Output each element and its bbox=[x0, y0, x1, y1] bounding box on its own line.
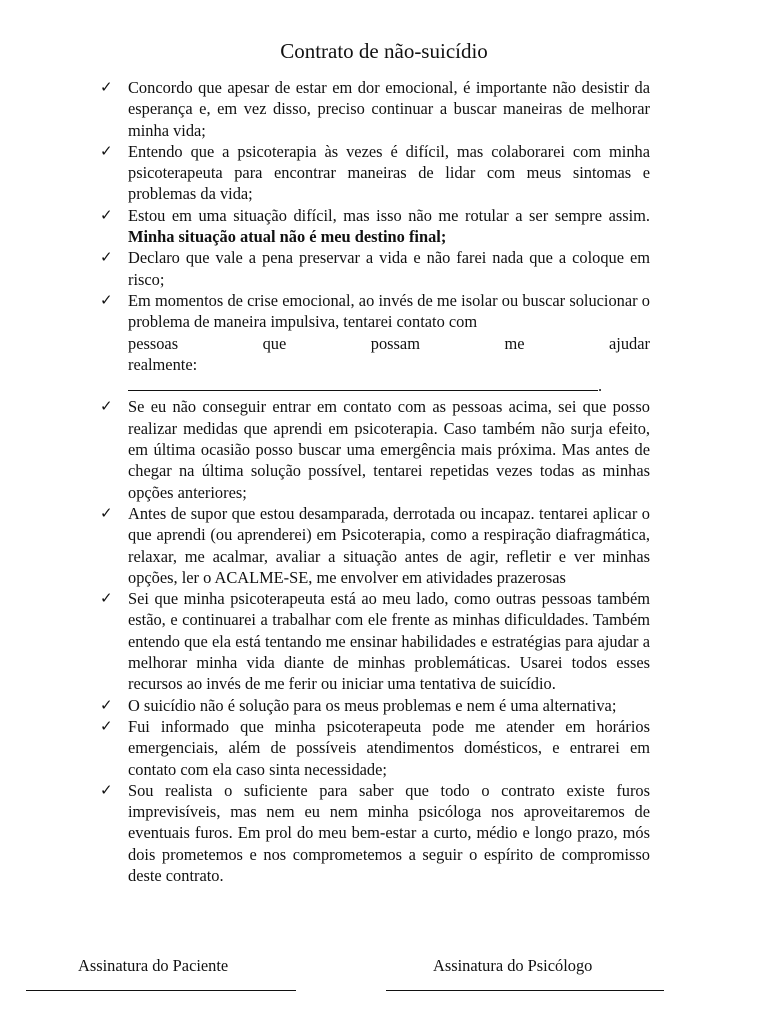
checkmark-icon: ✓ bbox=[100, 695, 113, 714]
item-bold-text: Minha situação atual não é meu destino final; bbox=[128, 227, 447, 247]
list-item bbox=[100, 716, 650, 780]
checkmark-icon: ✓ bbox=[100, 716, 113, 735]
checkmark-icon: ✓ bbox=[100, 78, 113, 96]
checkmark-icon: ✓ bbox=[100, 248, 113, 267]
spread-line bbox=[128, 333, 650, 354]
item-text: Sei que minha psicoterapeuta está ao meu lado, como outras pessoas também estão, e continuarei a trabalhar com ele frente as minhas dificuldades. Também entendo que ela está tentando me ensinar habilidades e estratégias para ajudar a melhorar minha vida diante de minhas problemáticas. Usarei todos esses recursos ao invés de me ferir ou iniciar uma tentativa de suicídio. bbox=[128, 589, 650, 694]
checkmark-icon: ✓ bbox=[100, 397, 113, 416]
list-item bbox=[100, 780, 650, 886]
item-text: Sou realista o suficiente para saber que todo o contrato existe furos imprevisíveis, mas nem eu nem minha psicóloga nos aproveitaremos de eventuais furos. Em prol do meu bem-estar a curto, médio e longo prazo, mós dois prometemos e nos comprometemos a seguir o espírito de compromisso deste contrato. bbox=[128, 780, 650, 885]
checkmark-icon: ✓ bbox=[100, 141, 113, 160]
list-item bbox=[100, 396, 650, 502]
contacts-fill-line bbox=[128, 354, 650, 397]
checkmark-icon: ✓ bbox=[100, 589, 113, 608]
item-text: Entendo que a psicoterapia às vezes é difícil, mas colaborarei com minha psicoterapeuta para encontrar maneiras de lidar com meus sintomas e problemas da vida; bbox=[128, 141, 650, 204]
checkmark-icon: ✓ bbox=[100, 290, 113, 309]
list-item bbox=[100, 205, 650, 248]
list-item bbox=[100, 290, 650, 396]
item-text: O suicídio não é solução para os meus problemas e nem é uma alternativa; bbox=[128, 695, 617, 715]
contacts-label: realmente: bbox=[128, 354, 198, 374]
item-text: Antes de supor que estou desamparada, derrotada ou incapaz. tentarei aplicar o que aprendi (ou aprenderei) em Psicoterapia, como a respiração diafragmática, relaxar, me acalmar, avaliar a situação antes de agir, refletir e ver minhas opções, ler o ACALME-SE, me envolver em atividades prazerosas bbox=[128, 503, 650, 587]
contacts-end: . bbox=[598, 376, 603, 396]
patient-signature-line[interactable] bbox=[26, 990, 296, 991]
page-title: Contrato de não-suicídio bbox=[280, 39, 488, 63]
patient-signature-label: Assinatura do Paciente bbox=[78, 956, 229, 975]
item-text: Em momentos de crise emocional, ao invés de me isolar ou buscar solucionar o problema de maneira impulsiva, tentarei contato com bbox=[128, 290, 650, 332]
spread-word: que bbox=[262, 333, 287, 353]
spread-word: ajudar bbox=[609, 333, 650, 353]
psychologist-signature-line[interactable] bbox=[386, 990, 664, 991]
item-text: Declaro que vale a pena preservar a vida e não farei nada que a coloque em risco; bbox=[128, 248, 650, 289]
item-text: Se eu não conseguir entrar em contato com as pessoas acima, sei que posso realizar medidas que aprendi em psicoterapia. Caso também não surja efeito, em última ocasião posso buscar uma emergência mais próxima. Mas antes de chegar na última solução possível, tentarei repetidas vezes todas as minhas opções anteriores; bbox=[128, 397, 650, 502]
item-text: Estou em uma situação difícil, mas isso não me rotular a ser sempre assim. bbox=[128, 205, 650, 225]
list-item bbox=[100, 247, 650, 290]
spread-word: pessoas bbox=[128, 333, 179, 353]
psychologist-signature-label: Assinatura do Psicólogo bbox=[433, 956, 593, 975]
list-item bbox=[100, 588, 650, 694]
checkmark-icon: ✓ bbox=[100, 205, 113, 224]
list-item bbox=[100, 141, 650, 205]
list-item bbox=[100, 77, 650, 141]
contacts-blank-field[interactable] bbox=[128, 376, 598, 391]
checkmark-icon: ✓ bbox=[100, 503, 113, 522]
spread-word: possam bbox=[370, 333, 420, 353]
list-item bbox=[100, 503, 650, 588]
list-item bbox=[100, 695, 650, 716]
checkmark-icon: ✓ bbox=[100, 780, 113, 799]
item-text: Concordo que apesar de estar em dor emocional, é importante não desistir da esperança e, em vez disso, preciso continuar a buscar maneiras de melhorar minha vida; bbox=[128, 78, 650, 140]
spread-word: me bbox=[504, 333, 525, 353]
item-text: Fui informado que minha psicoterapeuta pode me atender em horários emergenciais, além de possíveis atendimentos domésticos, e entrarei em contato com ela caso sinta necessidade; bbox=[128, 716, 650, 779]
commitment-list bbox=[100, 77, 650, 886]
